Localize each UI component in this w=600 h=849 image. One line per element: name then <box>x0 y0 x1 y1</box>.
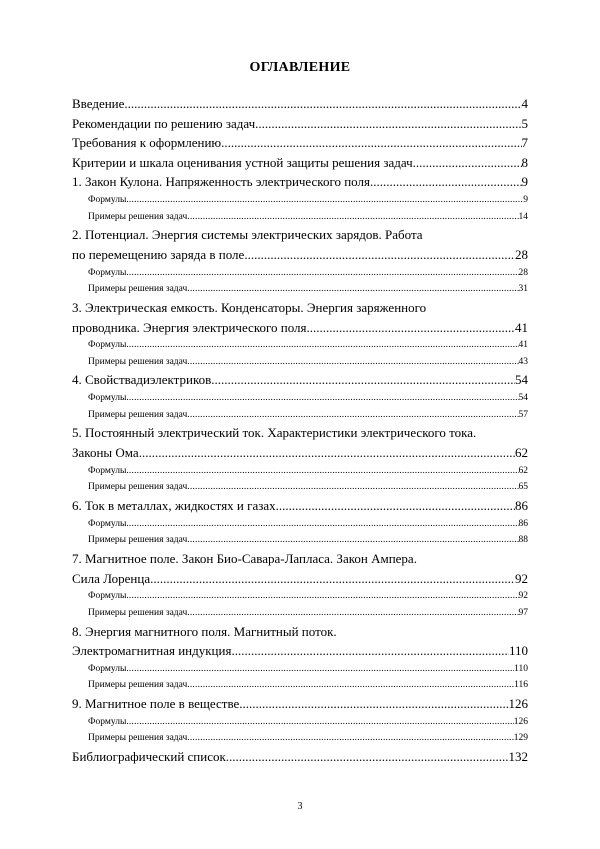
dot-leader <box>276 496 515 516</box>
toc-entry <box>72 94 528 114</box>
toc-subentry-label: Формулы <box>88 340 127 351</box>
toc-entry <box>72 133 528 153</box>
toc-subentry <box>72 588 528 605</box>
toc-subentry-label: Примеры решения задач <box>88 733 188 744</box>
toc-subentry <box>72 516 528 533</box>
toc-page-number: 86 <box>518 518 528 529</box>
toc-subentry-label: Формулы <box>88 194 127 205</box>
dot-leader <box>187 730 513 747</box>
toc-page-number: 62 <box>518 465 528 476</box>
toc-subentry-label: Примеры решения задач <box>88 284 188 295</box>
toc-entry <box>72 114 528 134</box>
toc-subentry-label: Примеры решения задач <box>88 409 188 420</box>
toc-subentry-label: Примеры решения задач <box>88 482 188 493</box>
toc-subentry-label: Формулы <box>88 393 127 404</box>
toc-page-number: 31 <box>518 284 528 295</box>
table-of-contents <box>72 94 528 767</box>
toc-page-number: 97 <box>518 607 528 618</box>
toc-subentry-label: Примеры решения задач <box>88 356 188 367</box>
toc-subentry <box>72 390 528 407</box>
dot-leader <box>239 694 508 714</box>
toc-page-number: 54 <box>518 393 528 404</box>
toc-page-number: 110 <box>514 663 528 674</box>
toc-entry-label: по перемещению заряда в поле <box>72 246 245 262</box>
toc-page-number: 41 <box>518 340 528 351</box>
toc-page-number: 5 <box>521 115 528 131</box>
toc-subentry <box>72 730 528 747</box>
toc-page-number: 41 <box>515 319 528 335</box>
toc-entry-line <box>72 622 528 642</box>
toc-subentry-label: Формулы <box>88 267 127 278</box>
dot-leader <box>211 370 515 390</box>
toc-entry-line <box>72 549 528 569</box>
toc-entry-line <box>72 225 528 245</box>
toc-subentry-label: Примеры решения задач <box>88 211 188 222</box>
toc-subentry <box>72 532 528 549</box>
toc-entry <box>72 569 528 589</box>
dot-leader <box>187 532 518 549</box>
toc-page-number: 4 <box>521 96 528 111</box>
toc-entry <box>72 153 528 173</box>
dot-leader <box>413 153 522 173</box>
toc-subentry-label: Формулы <box>88 716 127 727</box>
toc-page-number: 43 <box>518 356 528 367</box>
toc-entry-label: Электромагнитная индукция <box>72 643 232 659</box>
toc-entry <box>72 496 528 516</box>
dot-leader <box>244 245 515 265</box>
toc-entry <box>72 747 528 767</box>
dot-leader <box>307 318 516 338</box>
toc-page-number: 62 <box>515 445 528 461</box>
dot-leader <box>226 747 509 767</box>
toc-subentry <box>72 714 528 731</box>
toc-subentry-label: Формулы <box>88 663 127 674</box>
toc-subentry-label: Формулы <box>88 591 127 602</box>
dot-leader <box>126 516 518 533</box>
toc-page-number: 88 <box>518 535 528 546</box>
dot-leader <box>126 265 518 282</box>
toc-entry <box>72 443 528 463</box>
toc-subentry-label: Формулы <box>88 518 127 529</box>
toc-entry-label: 3. Электрическая емкость. Конденсаторы. Энергия заряженного <box>72 299 427 315</box>
toc-entry-label: 1. Закон Кулона. Напряженность электрического поля <box>72 174 370 190</box>
toc-subentry <box>72 677 528 694</box>
toc-subentry-label: Формулы <box>88 465 127 476</box>
dot-leader <box>126 337 518 354</box>
dot-leader <box>124 94 521 114</box>
toc-entry-label: 5. Постоянный электрический ток. Характеристики электрического тока. <box>72 425 477 441</box>
dot-leader <box>126 463 518 480</box>
dot-leader <box>187 407 518 424</box>
toc-entry-label: 4. Свойствадиэлектриков <box>72 372 212 388</box>
toc-page-number: 54 <box>515 372 528 388</box>
dot-leader <box>126 588 518 605</box>
dot-leader <box>370 172 522 192</box>
dot-leader <box>187 479 518 496</box>
toc-entry-label: 2. Потенциал. Энергия системы электрических зарядов. Работа <box>72 227 423 243</box>
toc-page-number: 65 <box>518 482 528 493</box>
toc-page-number: 57 <box>518 409 528 420</box>
dot-leader <box>221 133 521 153</box>
toc-page-number: 14 <box>518 211 528 222</box>
toc-entry-label: 6. Ток в металлах, жидкостях и газах <box>72 498 276 513</box>
toc-subentry-label: Примеры решения задач <box>88 680 188 691</box>
toc-entry-label: Библиографический список <box>72 749 226 765</box>
toc-page-number: 86 <box>515 498 528 513</box>
toc-subentry-label: Примеры решения задач <box>88 607 188 618</box>
dot-leader <box>150 569 515 589</box>
toc-entry-label: Критерии и шкала оценивания устной защиты решения задач <box>72 154 413 170</box>
toc-subentry <box>72 192 528 209</box>
toc-subentry <box>72 479 528 496</box>
toc-entry <box>72 694 528 714</box>
toc-entry <box>72 172 528 192</box>
dot-leader <box>187 281 518 298</box>
dot-leader <box>139 443 515 463</box>
toc-subentry <box>72 337 528 354</box>
toc-page-number: 8 <box>521 154 528 170</box>
toc-subentry <box>72 407 528 424</box>
toc-entry-label: проводника. Энергия электрического поля <box>72 319 307 335</box>
toc-subentry <box>72 209 528 226</box>
toc-subentry-label: Примеры решения задач <box>88 535 188 546</box>
dot-leader <box>126 390 518 407</box>
dot-leader <box>255 114 521 134</box>
toc-subentry <box>72 354 528 371</box>
toc-entry-label: Законы Ома <box>72 445 139 461</box>
toc-entry <box>72 370 528 390</box>
toc-entry-label: Требования к оформлению <box>72 135 222 151</box>
toc-entry-label: 7. Магнитное поле. Закон Био-Савара-Лапласа. Закон Ампера. <box>72 550 417 566</box>
toc-page-number: 9 <box>521 174 528 190</box>
dot-leader <box>231 641 509 661</box>
toc-page-number: 129 <box>513 733 528 744</box>
toc-entry-label: Введение <box>72 96 125 111</box>
toc-page-number: 110 <box>508 643 528 659</box>
toc-page-number: 126 <box>513 716 528 727</box>
toc-entry-label: 9. Магнитное поле в веществе <box>72 696 240 712</box>
toc-entry <box>72 641 528 661</box>
toc-page-number: 7 <box>521 135 528 151</box>
toc-page-number: 9 <box>523 194 528 205</box>
toc-entry-line <box>72 423 528 443</box>
toc-entry-label: 8. Энергия магнитного поля. Магнитный поток. <box>72 623 337 639</box>
dot-leader <box>126 714 513 731</box>
dot-leader <box>187 354 518 371</box>
toc-subentry <box>72 661 528 678</box>
dot-leader <box>126 192 523 209</box>
toc-entry-label: Сила Лоренца <box>72 570 151 586</box>
toc-page-number: 28 <box>518 267 528 278</box>
toc-entry-line <box>72 298 528 318</box>
toc-entry <box>72 245 528 265</box>
toc-page-number: 92 <box>515 570 528 586</box>
toc-entry <box>72 318 528 338</box>
toc-page-number: 116 <box>514 680 528 691</box>
dot-leader <box>126 661 514 678</box>
toc-subentry <box>72 605 528 622</box>
toc-subentry <box>72 281 528 298</box>
page-title: ОГЛАВЛЕНИЕ <box>249 60 351 75</box>
toc-page-number: 28 <box>515 246 528 262</box>
dot-leader <box>187 605 518 622</box>
toc-page-number: 126 <box>508 696 528 712</box>
toc-subentry <box>72 463 528 480</box>
toc-entry-label: Рекомендации по решению задач <box>72 115 256 131</box>
dot-leader <box>187 677 514 694</box>
toc-subentry <box>72 265 528 282</box>
page-number: 3 <box>297 801 303 812</box>
toc-page-number: 132 <box>508 749 528 765</box>
dot-leader <box>187 209 518 226</box>
toc-page-number: 92 <box>518 591 528 602</box>
